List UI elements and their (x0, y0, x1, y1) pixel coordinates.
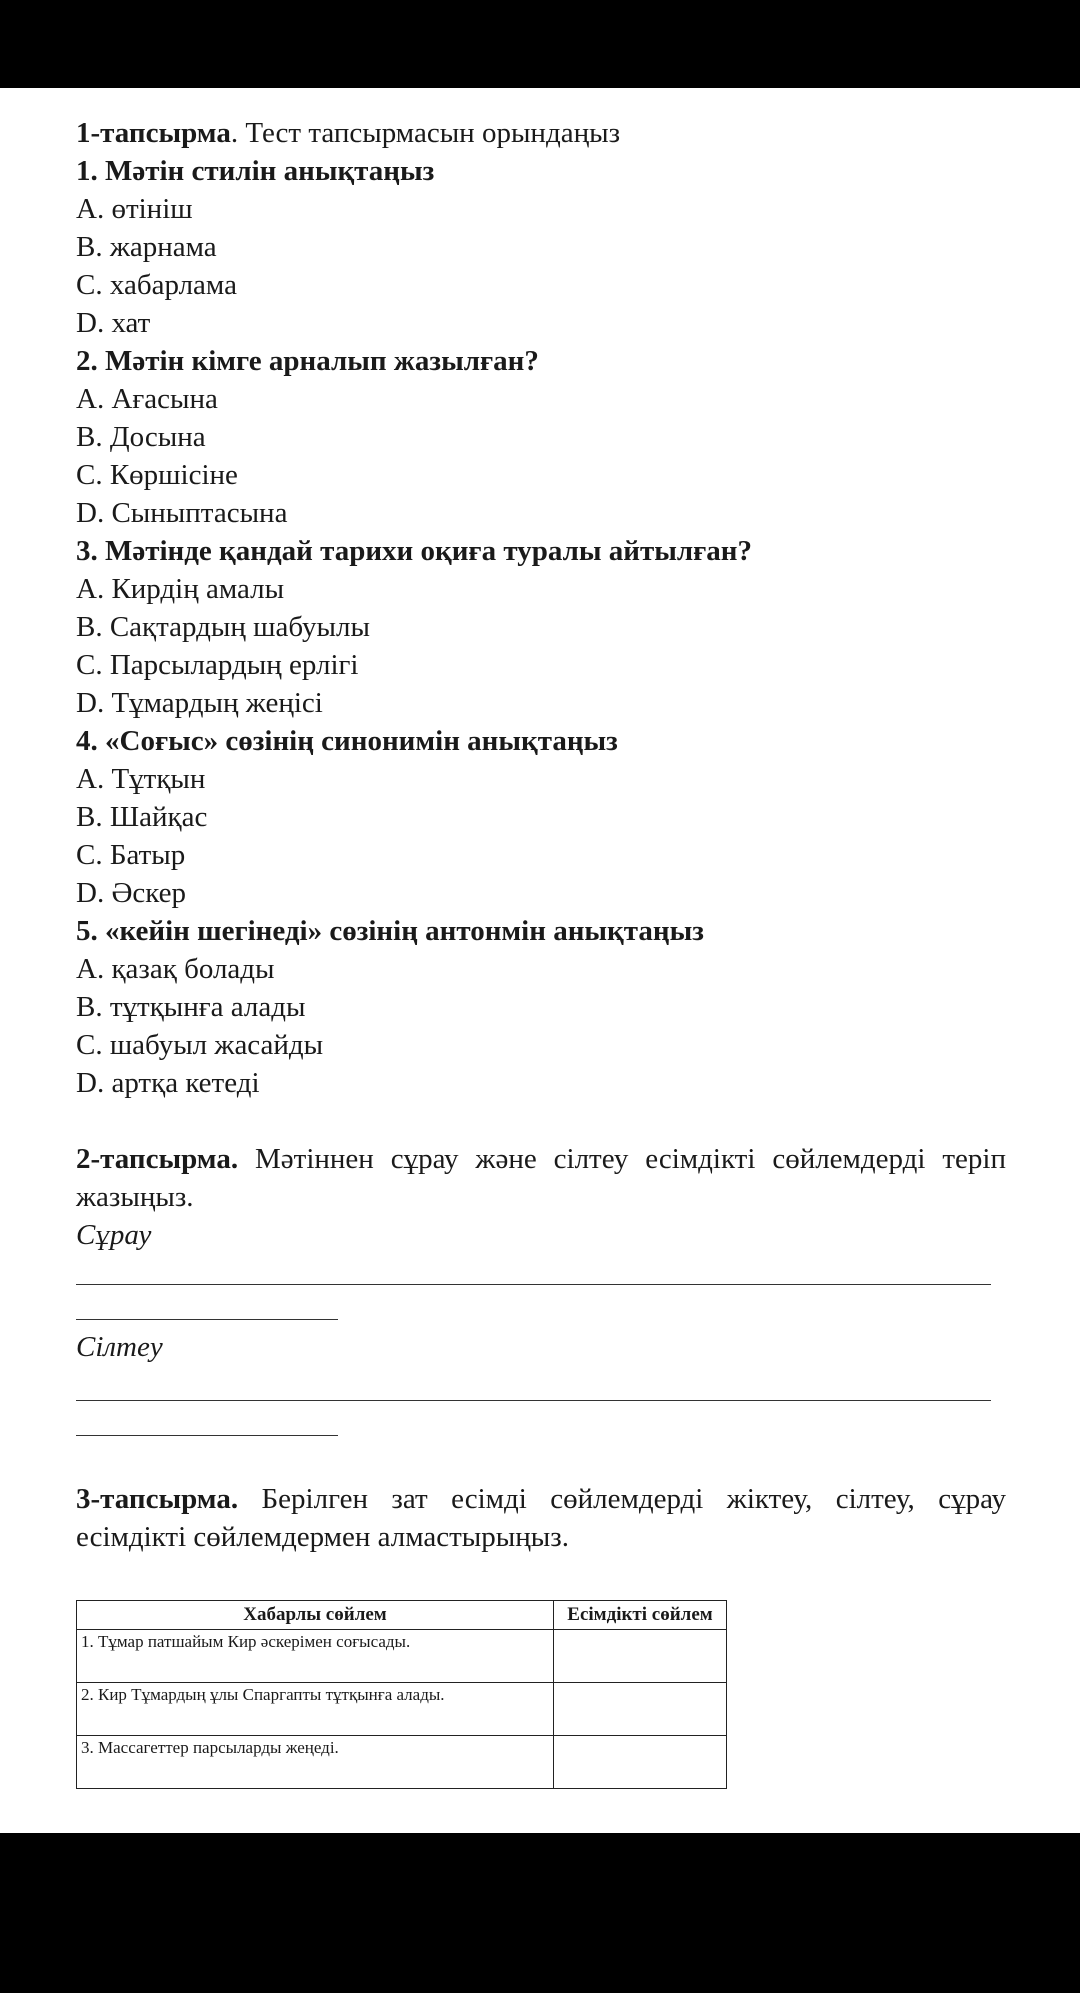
question-text: 2. Мәтін кімге арналып жазылған? (76, 345, 539, 377)
table-row (77, 1736, 727, 1789)
question-3 (76, 532, 1006, 722)
table-header-cell: Есімдікті сөйлем (554, 1601, 727, 1630)
document-page (0, 88, 1080, 1833)
task3-text: Берілген зат есімді сөйлемдерді жіктеу, сілтеу, сұрау есімдікті сөйлемдермен алмастырыңыз. (76, 1483, 1006, 1553)
task2-heading-bold: 2-тапсырма. (76, 1143, 239, 1175)
task2-text: Мәтіннен сұрау және сілтеу есімдікті сөйлемдерді теріп жазыңыз. (76, 1143, 1006, 1213)
table-row (77, 1630, 727, 1683)
table-cell-empty (554, 1683, 727, 1736)
task1-heading-bold: 1-тапсырма (76, 117, 231, 149)
option: B. Досына (76, 421, 206, 453)
option: A. Кирдің амалы (76, 573, 285, 605)
option: C. шабуыл жасайды (76, 1029, 324, 1061)
answer-line (76, 1319, 338, 1320)
question-text: 3. Мәтінде қандай тарихи оқиға туралы айтылған? (76, 535, 752, 567)
option: C. Батыр (76, 839, 186, 871)
answer-line (76, 1284, 991, 1285)
table-cell: 2. Кир Тұмардың ұлы Спаргапты тұтқынға алады. (77, 1683, 554, 1736)
option: C. Көршісіне (76, 459, 238, 491)
task2-instruction (76, 1140, 1006, 1216)
question-2 (76, 342, 1006, 532)
question-4 (76, 722, 1006, 912)
question-5 (76, 912, 1006, 1102)
task1-heading (76, 114, 1006, 152)
option: B. тұтқынға алады (76, 991, 306, 1023)
task2-label-demonstrative: Сілтеу (76, 1331, 163, 1363)
option: C. хабарлама (76, 269, 237, 301)
question-text: 4. «Соғыс» сөзінің синонимін анықтаңыз (76, 725, 618, 757)
option: D. Тұмардың жеңісі (76, 687, 323, 719)
sentence-table (76, 1600, 727, 1789)
option: A. қазақ болады (76, 953, 275, 985)
option: A. Ағасына (76, 383, 218, 415)
option: D. Әскер (76, 877, 186, 909)
document-content (76, 114, 1006, 1789)
table-cell-empty (554, 1630, 727, 1683)
table-header-cell: Хабарлы сөйлем (77, 1601, 554, 1630)
option: B. Сақтардың шабуылы (76, 611, 370, 643)
option: D. артқа кетеді (76, 1067, 260, 1099)
task1-heading-text: . Тест тапсырмасын орындаңыз (230, 117, 621, 149)
answer-line (76, 1435, 338, 1436)
question-1 (76, 152, 1006, 342)
option: A. өтініш (76, 193, 193, 225)
table-cell: 3. Массагеттер парсыларды жеңеді. (77, 1736, 554, 1789)
task2-label-question: Сұрау (76, 1219, 152, 1251)
table-cell: 1. Тұмар патшайым Кир әскерімен соғысады. (77, 1630, 554, 1683)
answer-line (76, 1400, 991, 1401)
option: D. Сыныптасына (76, 497, 288, 529)
question-text: 1. Мәтін стилін анықтаңыз (76, 155, 435, 187)
task3-heading-bold: 3-тапсырма. (76, 1483, 239, 1515)
table-row (77, 1683, 727, 1736)
option: C. Парсылардың ерлігі (76, 649, 359, 681)
option: A. Тұтқын (76, 763, 206, 795)
option: B. жарнама (76, 231, 217, 263)
table-header-row (77, 1601, 727, 1630)
option: B. Шайқас (76, 801, 208, 833)
question-text: 5. «кейін шегінеді» сөзінің антонмін анықтаңыз (76, 915, 704, 947)
table-cell-empty (554, 1736, 727, 1789)
task3-instruction (76, 1480, 1006, 1556)
option: D. хат (76, 307, 151, 339)
